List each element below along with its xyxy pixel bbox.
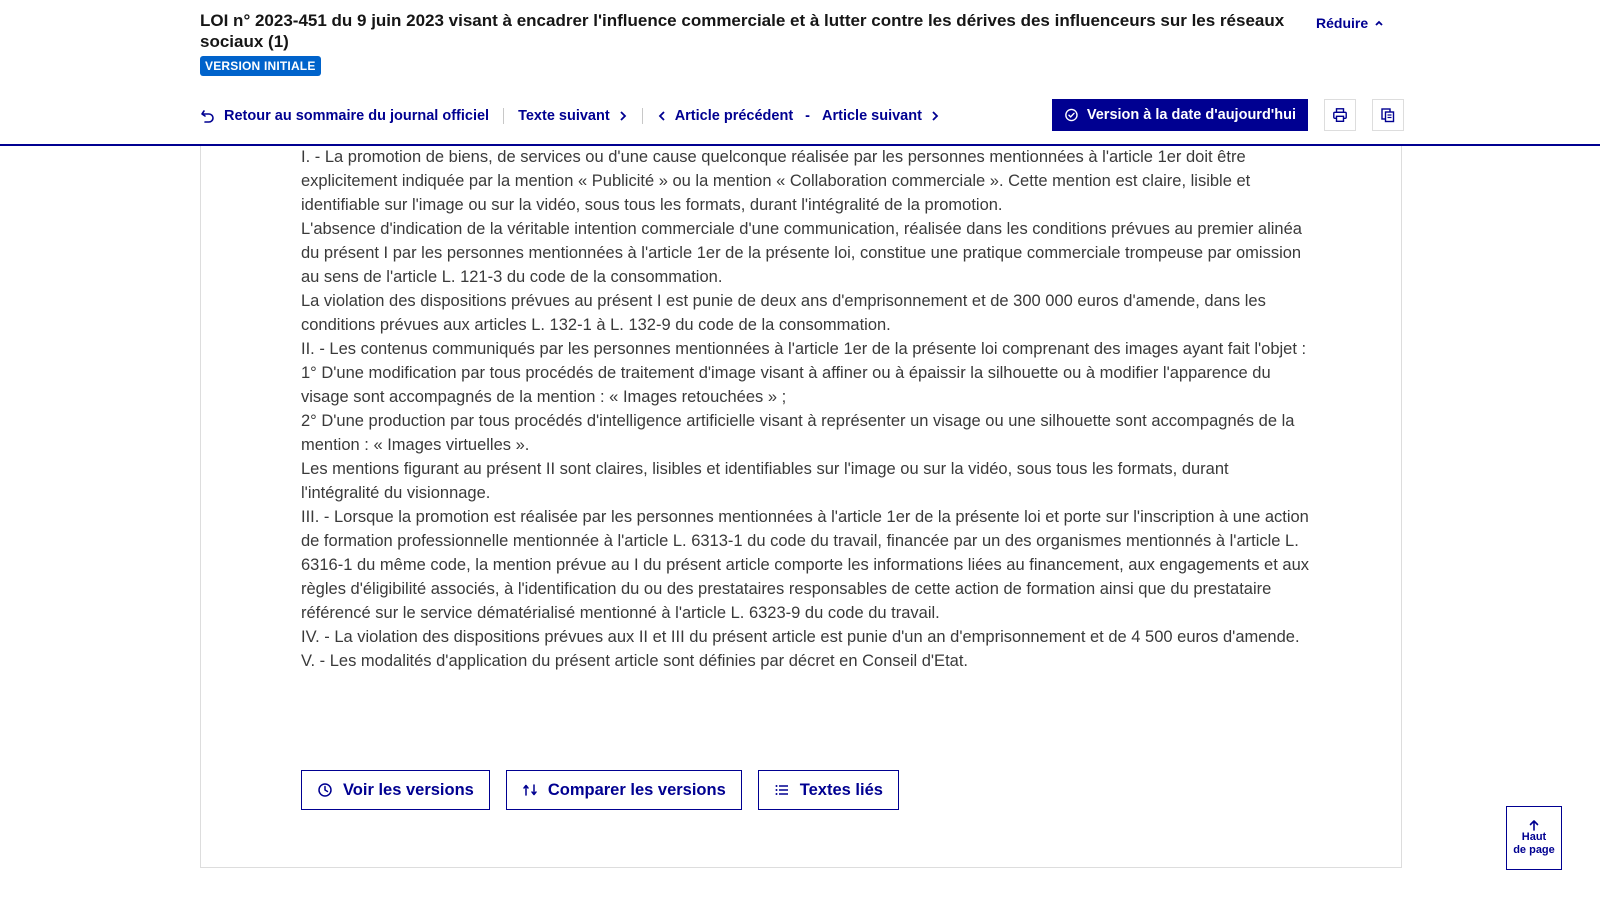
clock-check-icon bbox=[1064, 107, 1079, 123]
article-paragraph: IV. - La violation des dispositions prévues aux II et III du présent article est punie d'un an d'emprisonnement et de 4 500 euros d'amende. bbox=[301, 628, 1300, 646]
version-today-button[interactable] bbox=[1052, 99, 1308, 131]
chevron-left-icon bbox=[657, 110, 667, 122]
linked-texts-label: Textes liés bbox=[799, 780, 883, 799]
view-versions-label: Voir les versions bbox=[343, 780, 474, 799]
article-actions bbox=[301, 770, 899, 810]
chevron-up-icon bbox=[1374, 18, 1384, 28]
next-text-link[interactable] bbox=[518, 108, 628, 124]
compare-arrows-icon bbox=[522, 782, 538, 798]
back-to-summary-link[interactable] bbox=[200, 108, 489, 124]
nav-divider bbox=[642, 108, 643, 124]
previous-article-link[interactable] bbox=[657, 108, 793, 124]
next-article-label: Article suivant bbox=[822, 108, 922, 124]
compare-versions-button[interactable] bbox=[506, 770, 742, 810]
arrow-up-icon bbox=[1528, 819, 1540, 831]
article-body bbox=[301, 145, 1311, 673]
article-paragraph: III. - Lorsque la promotion est réalisée par les personnes mentionnées à l'article 1er de la présente loi et porte sur l'inscription à une action de formation professionnelle mentionnée à l'article L. 6313-1 du code du travail, financée par un des organismes mentionnés à l'article L. 6316-1 du même code, la mention prévue au I du présent article comporte les informations liées au financement, aux engagements et aux règles d'éligibilité associés, à l'identification du ou des prestataires responsables de cette action de formation ainsi que du prestataire référencé sur le service dématérialisé mentionné à l'article L. 6323-9 du code du travail. bbox=[301, 508, 1309, 622]
article-nav bbox=[200, 97, 940, 135]
reduce-label: Réduire bbox=[1316, 15, 1369, 31]
article-paragraph: La violation des dispositions prévues au présent I est punie de deux ans d'emprisonnement et de 300 000 euros d'amende, dans les conditions prévues aux articles L. 132-1 à L. 132-9 du code de la consommation. bbox=[301, 292, 1266, 334]
linked-texts-button[interactable] bbox=[758, 770, 899, 810]
article-paragraph: II. - Les contenus communiqués par les personnes mentionnées à l'article 1er de la présente loi comprenant des images ayant fait l'objet : bbox=[301, 340, 1307, 358]
chevron-right-icon bbox=[618, 110, 628, 122]
nav-dash-separator: - bbox=[805, 108, 810, 124]
printer-icon bbox=[1332, 107, 1348, 123]
reduce-button[interactable] bbox=[1316, 13, 1384, 33]
back-to-top-label-line2: de page bbox=[1513, 844, 1555, 856]
compare-versions-label: Comparer les versions bbox=[547, 780, 726, 799]
print-button[interactable] bbox=[1324, 99, 1356, 131]
copy-icon bbox=[1380, 107, 1396, 123]
chevron-right-icon bbox=[930, 110, 940, 122]
nav-divider bbox=[503, 108, 504, 124]
next-text-label: Texte suivant bbox=[518, 108, 610, 124]
version-today-label: Version à la date d'aujourd'hui bbox=[1086, 107, 1296, 123]
view-versions-button[interactable] bbox=[301, 770, 490, 810]
back-to-top-label-line1: Haut bbox=[1521, 831, 1547, 843]
previous-article-label: Article précédent bbox=[674, 108, 794, 124]
article-paragraph: V. - Les modalités d'application du présent article sont définies par décret en Conseil d'Etat. bbox=[301, 652, 968, 670]
next-article-link[interactable] bbox=[822, 108, 940, 124]
clock-icon bbox=[317, 782, 333, 798]
article-paragraph: 1° D'une modification par tous procédés de traitement d'image visant à affiner ou à épaissir la silhouette ou à modifier l'apparence du visage sont accompagnés de la mention : « Images retouchées » ; bbox=[301, 364, 1271, 406]
version-badge: VERSION INITIALE bbox=[200, 56, 321, 76]
undo-arrow-icon bbox=[200, 108, 216, 124]
article-paragraph: I. - La promotion de biens, de services ou d'une cause quelconque réalisée par les personnes mentionnées à l'article 1er doit être explicitement indiquée par la mention « Publicité » ou la mention « Collaboration commerciale ». Cette mention est claire, lisible et identifiable sur l'image ou sur la vidéo, sous tous les formats, durant l'intégralité de la promotion. bbox=[301, 148, 1251, 214]
article-header bbox=[0, 0, 1600, 146]
page-title: LOI n° 2023-451 du 9 juin 2023 visant à encadrer l'influence commerciale et à lutter contre les dérives des influenceurs sur les réseaux sociaux (1) bbox=[200, 11, 1285, 51]
article-paragraph: Les mentions figurant au présent II sont claires, lisibles et identifiables sur l'image ou sur la vidéo, sous tous les formats, durant l'intégralité du visionnage. bbox=[301, 460, 1229, 502]
copy-button[interactable] bbox=[1372, 99, 1404, 131]
back-to-top-button[interactable] bbox=[1506, 806, 1562, 870]
list-icon bbox=[774, 782, 790, 798]
article-paragraph: 2° D'une production par tous procédés d'intelligence artificielle visant à représenter un visage ou une silhouette sont accompagnés de la mention : « Images virtuelles ». bbox=[301, 412, 1295, 454]
article-paragraph: L'absence d'indication de la véritable intention commerciale d'une communication, réalisée dans les conditions prévues au premier alinéa du présent I par les personnes mentionnées à l'article 1er de la présente loi, constitue une pratique commerciale trompeuse par omission au sens de l'article L. 121-3 du code de la consommation. bbox=[301, 220, 1302, 286]
back-to-summary-label: Retour au sommaire du journal officiel bbox=[224, 108, 490, 124]
